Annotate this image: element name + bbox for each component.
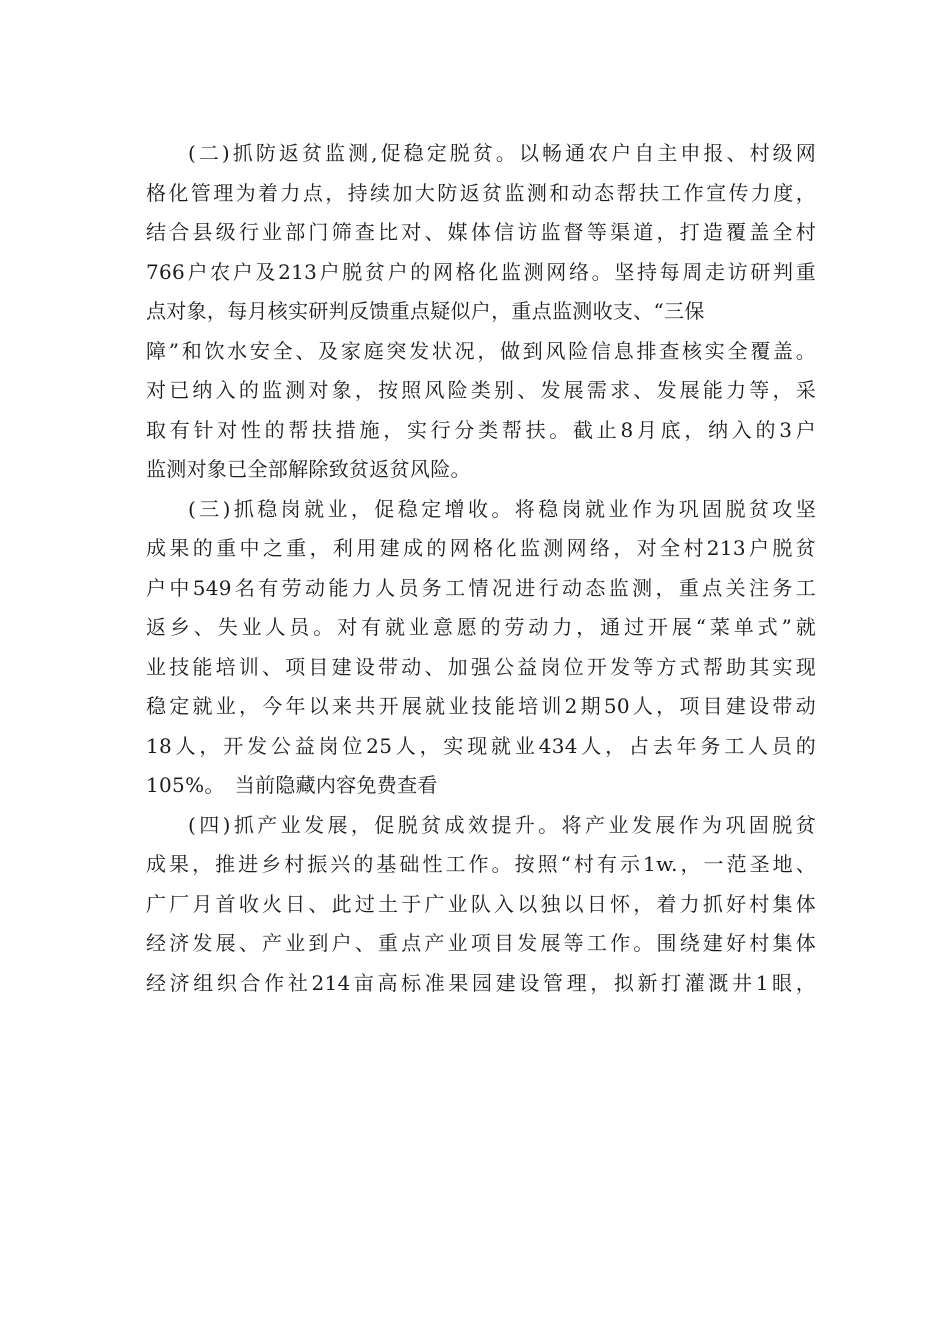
paragraph-2-line-6: 稳定就业，今年以来共开展就业技能培训2期50人，项目建设带动 xyxy=(146,694,816,718)
paragraph-3-line-2: 成果，推进乡村振兴的基础性工作。按照“村有示1w.，一范圣地、 xyxy=(146,852,816,876)
paragraph-3-line-3: 广厂月首收火日、此过土于广业队入以独以日怀，着力抓好村集体 xyxy=(146,891,816,916)
paragraph-2-line-1: (三)抓稳岗就业，促稳定增收。将稳岗就业作为巩固脱贫攻坚 xyxy=(188,496,816,521)
paragraph-1-line-7: 对已纳入的监测对象，按照风险类别、发展需求、发展能力等，采 xyxy=(146,378,816,402)
paragraph-2-line-7: 18人，开发公益岗位25人，实现就业434人，占去年务工人员的 xyxy=(146,733,816,758)
paragraph-2-line-8 xyxy=(146,766,816,806)
paragraph-1-line-3: 结合县级行业部门筛查比对、媒体信访监督等渠道，打造覆盖全村 xyxy=(146,220,816,244)
document-body xyxy=(146,134,816,1003)
paragraph-2-line-4: 返乡、失业人员。对有就业意愿的劳动力，通过开展“菜单式”就 xyxy=(146,615,816,639)
paragraph-2-line-2: 成果的重中之重，利用建成的网格化监测网络，对全村213户脱贫 xyxy=(146,536,816,560)
paragraph-1-line-2: 格化管理为着力点，持续加大防返贫监测和动态帮扶工作宣传力度， xyxy=(146,180,816,205)
paragraph-3-line-4: 经济发展、产业到户、重点产业项目发展等工作。围绕建好村集体 xyxy=(146,931,816,955)
paragraph-2-line-5: 业技能培训、项目建设带动、加强公益岗位开发等方式帮助其实现 xyxy=(146,654,816,679)
paragraph-1-line-6: 障”和饮水安全、及家庭突发状况，做到风险信息排查核实全覆盖。 xyxy=(146,338,816,363)
paragraph-3-line-5: 经济组织合作社214亩高标准果园建设管理，拟新打灌溉井1眼， xyxy=(146,970,816,995)
paragraph-1-line-4: 766户农户及213户脱贫户的网格化监测网络。坚持每周走访研判重 xyxy=(146,259,816,284)
paragraph-2-line-3: 户中549名有劳动能力人员务工情况进行动态监测，重点关注务工 xyxy=(146,575,816,600)
paragraph-2-line-8-text: 105%。 xyxy=(146,773,225,797)
paragraph-1-line-1: (二)抓防返贫监测,促稳定脱贫。以畅通农户自主申报、村级网 xyxy=(188,141,816,165)
paragraph-1-line-9: 监测对象已全部解除致贫返贫风险。 xyxy=(146,457,471,481)
hidden-content-link[interactable]: 当前隐藏内容免费查看 xyxy=(234,773,438,797)
paragraph-1-line-5: 点对象，每月核实研判反馈重点疑似户，重点监测收支、“三保 xyxy=(146,299,705,323)
paragraph-1-line-8: 取有针对性的帮扶措施，实行分类帮扶。截止8月底，纳入的3户 xyxy=(146,417,816,442)
paragraph-3-line-1: (四)抓产业发展，促脱贫成效提升。将产业发展作为巩固脱贫 xyxy=(188,812,816,837)
